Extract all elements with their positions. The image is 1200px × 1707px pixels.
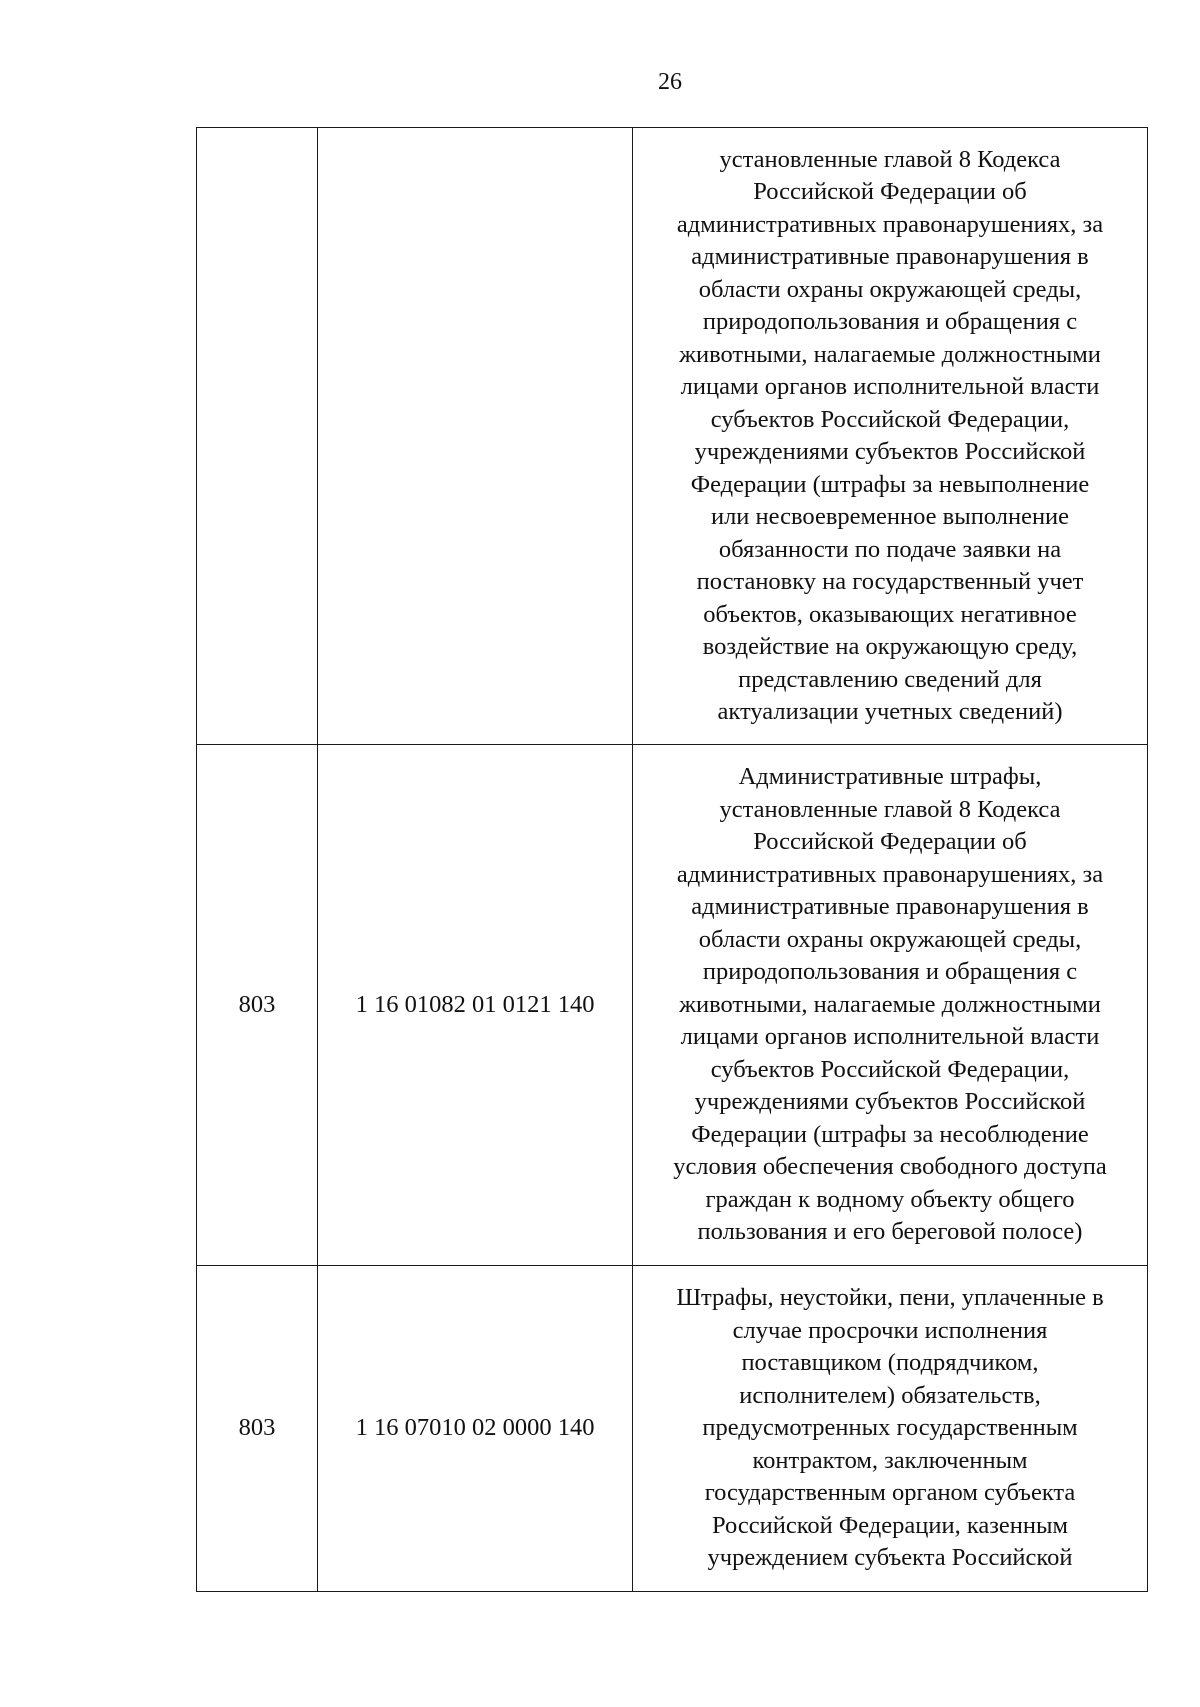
kbk-code-cell	[318, 128, 633, 745]
page-number: 26	[658, 69, 682, 95]
table-row	[197, 128, 1148, 745]
budget-classification-table	[196, 127, 1148, 1592]
revenue-name-cell: установленные главой 8 Кодекса Российской Федерации об административных правонарушениях, за административные правонарушения в области охраны окружающей среды, природопользования и обращения с животными, налагаемые должностными лицами органов исполнительной власти субъектов Российской Федерации, учреждениями субъектов Российской Федерации (штрафы за невыполнение или несвоевременное выполнение обязанности по подаче заявки на постановку на государственный учет объектов, оказывающих негативное воздействие на окружающую среду, представлению сведений для актуализации учетных сведений)	[633, 128, 1148, 745]
kbk-code-cell: 1 16 01082 01 0121 140	[318, 745, 633, 1266]
revenue-name-cell: Штрафы, неустойки, пени, уплаченные в случае просрочки исполнения поставщиком (подрядчиком, исполнителем) обязательств, предусмотренных государственным контрактом, заключенным государственным органом субъекта Российской Федерации, казенным учреждением субъекта Российской	[633, 1266, 1148, 1592]
revenue-name-cell: Административные штрафы, установленные главой 8 Кодекса Российской Федерации об административных правонарушениях, за административные правонарушения в области охраны окружающей среды, природопользования и обращения с животными, налагаемые должностными лицами органов исполнительной власти субъектов Российской Федерации, учреждениями субъектов Российской Федерации (штрафы за несоблюдение условия обеспечения свободного доступа граждан к водному объекту общего пользования и его береговой полосе)	[633, 745, 1148, 1266]
admin-code-cell: 803	[197, 745, 318, 1266]
admin-code-cell: 803	[197, 1266, 318, 1592]
table-row	[197, 745, 1148, 1266]
table-row	[197, 1266, 1148, 1592]
admin-code-cell	[197, 128, 318, 745]
kbk-code-cell: 1 16 07010 02 0000 140	[318, 1266, 633, 1592]
